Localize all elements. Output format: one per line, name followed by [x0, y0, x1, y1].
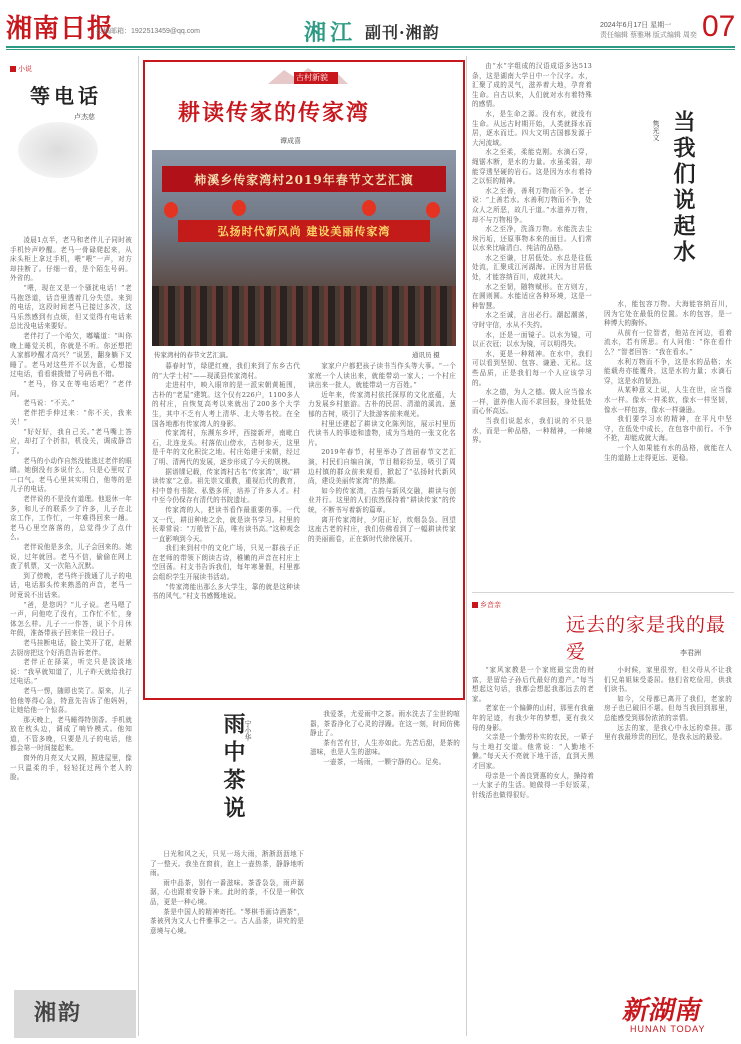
- section-title: 湘江: [304, 20, 357, 46]
- home-essay-tag: [472, 600, 501, 610]
- paragraph: 从某种意义上说，人生在世，应当像水一样。像水一样柔软，像水一样坚韧，像水一样包容，像水一样谦逊。: [604, 386, 732, 414]
- issue-date: 2024年6月17日 星期一: [600, 22, 672, 29]
- home-essay-body-1: [472, 666, 594, 1036]
- water-essay-body-2: [604, 300, 732, 590]
- paragraph: 据谱牒记载，传家湾村古名“传家湾”，取“耕读传家”之意。祖先崇文重教，重视后代的教育，村中曾有书院、私塾多所，培养了许多人才。村中至今仍保存有清代的书院遗址。: [152, 467, 300, 505]
- paragraph: 传家湾的人，把读书看作最重要的事。一代又一代，耕田种地之余，就是读书学习。村里的长辈常说：“万般皆下品，唯有读书高。”这种观念一直影响到今天。: [152, 505, 300, 543]
- paragraph: 水利万物而不争，这是水的品格；水能载舟亦能覆舟，这是水的力量；水滴石穿，这是水的韧劲。: [604, 357, 732, 385]
- paragraph: “家风家教是一个家庭最宝贵的财富，是留给子孙后代最好的遗产。”每当想起这句话，我都会想起我那远去的老家。: [472, 666, 594, 703]
- lantern-icon: [164, 202, 178, 218]
- paragraph: 老伴说他是多余，儿子会回来的。她说，过年就回。老马不信，偷偷在网上查了机票，又一次陷入沉默。: [10, 543, 132, 571]
- paragraph: “喂，现在又是一个骚扰电话！”老马抱怨道，话音里透着几分失望。来到的电话，这段时间老马已接过多次，这马乐然感到有点烦，但又觉得有电话来总比没电话来要好。: [10, 283, 132, 331]
- feature-photo: [152, 150, 456, 346]
- xinhunan-logo: 新湖南: [620, 996, 705, 1026]
- paragraph: 老伴正在择菜，听完只是淡淡地说：“我早就知道了，儿子昨天就给我打过电话。”: [10, 658, 132, 686]
- paragraph: 窗外的月亮又大又圆，照进屋里，像一只温柔的手，轻轻抚过两个老人的脸。: [10, 754, 132, 782]
- tag-square-icon: [472, 602, 478, 608]
- paragraph: 一壶茶，一场雨，一颗宁静的心。足矣。: [323, 757, 446, 766]
- paragraph: 从前有一位智者，他站在河边，看着流水，若有所思。有人问他：“你在看什么？”智者回答：“我在看水。”: [604, 328, 732, 356]
- paragraph: 老马一愣，随即也笑了。原来，儿子怕他等得心急，特意先告诉了他妈妈，让她给他一个惊喜。: [10, 686, 132, 715]
- photo-sign: 弘扬时代新风尚 建设美丽传家湾: [178, 220, 430, 242]
- paragraph: 老马说：“不关。”: [23, 399, 75, 408]
- paragraph: 凌晨1点半，老马和老伴儿子同时被手机铃声吵醒。老马一骨碌爬起来，从床头柜上拿过手机，喂“喂”一声，对方却挂断了。仔细一看，是个陌生号码。外省的。: [10, 236, 132, 283]
- tag-square-icon: [10, 66, 16, 72]
- tea-essay-author: 宁小华: [244, 720, 251, 741]
- paragraph: 由“水”字组成的汉语成语多达513条，这是湖南大学日中一个汉字。水，汇聚了成的灵气，滋养着大地，孕育着生命。自古以来，人们就对水有着特殊的感情。: [472, 62, 592, 109]
- paragraph: 我爱茶，尤爱雨中之茶。雨水洗去了尘世的喧嚣，茶香净化了心灵的浮躁。在这一刻，时间仿佛静止了。: [310, 710, 460, 738]
- paragraph: 远去的家，是我心中永远的牵挂。那里有我最珍贵的回忆，是我永远的最爱。: [604, 723, 732, 742]
- lantern-icon: [362, 200, 376, 216]
- masthead-logo: 湘南日报: [6, 14, 115, 44]
- paragraph: 老马挂断电话，脸上笑开了花，赶紧去厨房把这个好消息告诉老伴。: [10, 638, 132, 657]
- paragraph: 母亲是一个善良贤惠的女人，操持着一大家子的生活。她做得一手好饭菜，针线活也做得很好。: [472, 771, 594, 799]
- lantern-icon: [426, 202, 440, 218]
- paragraph: 水之至韧，随物赋形。在方则方，在圆则圆。水能适应各种环境，这是一种智慧。: [472, 282, 592, 310]
- paragraph: 水之至柔，柔能克刚。水滴石穿，绳锯木断，是水的力量。水虽柔弱，却能穿透坚硬的岩石。这是因为水有着持之以恒的精神。: [472, 148, 592, 186]
- paragraph: 当我们说起水，我们说的不只是水，而是一种品格，一种精神，一种境界。: [472, 416, 592, 445]
- photo-banner: 柿溪乡传家湾村2019年春节文艺汇演: [162, 166, 446, 192]
- paragraph: 家家户户都把孩子读书当作头等大事。“一个家庭一个人读出来，就能带动一家人；一个村庄读出来一批人，就能带动一方百姓。”: [308, 362, 456, 390]
- xiangyu-logo-text: 湘韵: [34, 1000, 83, 1026]
- paragraph: 老伴打了一个哈欠，嘟囔道：“叫你晚上睡觉关机，你就是不听。你还想把人家都吵醒才高兴？”说罢，翻身躺下又睡了。老马对这些并不以为意，心想接过电话，看看谁拨错了号码也不错。: [10, 331, 132, 379]
- column-divider: [466, 56, 467, 1036]
- section-rule: [472, 592, 734, 593]
- paragraph: 我们要学习水的精神，在平凡中坚守，在低处中成长，在包容中前行。不争不抢，却能成就大海。: [604, 415, 732, 443]
- tea-essay-body-1: [150, 850, 304, 1036]
- tea-essay-title: 雨中茶说: [220, 712, 246, 824]
- masthead-rule: [6, 46, 735, 48]
- paragraph: 雨中品茶，别有一番滋味。茶香袅袅，雨声潺潺，心也跟着安静下来。此时的茶，不仅是一种饮品，更是一种心境。: [150, 878, 304, 906]
- lantern-icon: [232, 200, 246, 216]
- paragraph: 茶是中国人的精神寄托。“琴棋书画诗酒茶”，茶被列为文人七件雅事之一。古人品茶，讲究的是意境与心境。: [150, 907, 304, 935]
- paragraph: 老伴说的不是没有道理。他退休一年多，和儿子的联系少了许多，儿子在北京工作，工作忙，一年难得回来一趟。老马心里空落落的，总觉得少了点什么。: [10, 495, 132, 542]
- left-story-tag-label: 小说: [18, 66, 32, 73]
- photo-caption: 传家湾村的春节文艺汇演。: [154, 352, 232, 359]
- paragraph: 茶有苦有甘，人生亦如此。先苦后甜，是茶的滋味，也是人生的滋味。: [310, 738, 460, 757]
- paragraph: 走进村中，映入眼帘的是一派宋朝黄栀围，古朴的“老屋”建筑。这个仅有226户，1100多人的村庄，自恢复高考以来就出了200多个大学生，其中不乏有人考上清华、北大等名校。在全国各地都有传家湾人的身影。: [152, 381, 300, 428]
- editor-line: 责任编辑 蔡雅琳 版式编辑 周奕: [600, 32, 697, 39]
- left-story-title: 等电话: [30, 84, 102, 108]
- section-subtitle: 副刊·湘韵: [365, 23, 440, 42]
- paragraph: “老马，你又在等电话吧？”老伴问。: [10, 379, 132, 398]
- photo-credit: 通讯员 摄: [412, 352, 440, 359]
- paragraph: 村里还建起了耕读文化陈列馆，展示村里历代读书人的事迹和遗物，成为当地的一张文化名片。: [308, 419, 456, 447]
- feature-badge-label: 古村新貌: [296, 73, 328, 82]
- paragraph: “传家湾能出那么多大学生，靠的就是这种读书的风气。”村支书感慨地说。: [152, 582, 300, 601]
- left-story-illustration: [18, 122, 98, 178]
- water-essay-title: 当我们说起水: [670, 110, 696, 266]
- paragraph: 水之德，为人之德。做人应当像水一样，滋养他人而不求回报，身处低处而心怀高远。: [472, 388, 592, 416]
- xiangyu-logo: [14, 990, 136, 1038]
- paragraph: 如今的传家湾，古韵与新风交融，耕读与创业并行。这里的人们依然保持着“耕读传家”的传统，不断书写着新的篇章。: [308, 486, 456, 514]
- xinhunan-logo-sub: HUNAN TODAY: [630, 1024, 706, 1034]
- left-story-author: 卢杰慈: [74, 114, 95, 121]
- paragraph: 我们来到村中的文化广场，只见一群孩子正在老师的带领下朗读古诗，稚嫩的声音在村庄上空回荡。村支书告诉我们，每年寒暑假，村里都会组织学生开展读书活动。: [152, 544, 300, 582]
- paragraph: 近年来，传家湾村依托深厚的文化底蕴，大力发展乡村旅游。古朴的民居、清澈的溪流、葱郁的古树，吸引了大批游客前来观光。: [308, 390, 456, 418]
- paragraph: 老家在一个偏僻的山村，那里有我童年的足迹，有我少年的梦想，更有我父母的身影。: [472, 704, 594, 732]
- paragraph: 一个人如果能有水的品格，就能在人生的道路上走得更远、更稳。: [604, 443, 732, 462]
- paragraph: 2019年春节，村里举办了首届春节文艺汇演，村民们自编自演，节目精彩纷呈，吸引了周边村镇的群众前来观看，掀起了“弘扬时代新风尚，建设美丽传家湾”的热潮。: [308, 448, 456, 486]
- paragraph: 水之至善，善利万物而不争。老子说：“上善若水。水善利万物而不争，处众人之所恶，故几于道。”水滋养万物，却不与万物相争。: [472, 186, 592, 224]
- left-story-body: [10, 236, 132, 976]
- water-essay-body-1: [472, 62, 592, 582]
- paragraph: 老伴把手伸过来：“你不关，我来关！”: [10, 408, 132, 427]
- paragraph: 暮春时节，绿肥红瘦，我们来到了东乡古代的“大学士村”——现溪县传家湾村。: [152, 362, 300, 380]
- feature-body-left: [152, 362, 300, 694]
- page-number: 07: [702, 10, 736, 43]
- home-essay-author: 李君洲: [680, 650, 701, 657]
- water-essay-author: 隽光文: [652, 120, 659, 141]
- photo-crowd: [152, 286, 456, 346]
- paragraph: 父亲是一个勤劳朴实的农民，一辈子与土地打交道。他常说：“人勤地不懒。”每天天不亮就下地干活，直到天黑才回家。: [472, 733, 594, 770]
- tea-essay-body-2: [310, 710, 460, 1036]
- paragraph: 水之至谦，甘居低处。水总是往低处流，汇聚成江河湖海。正因为甘居低处，才能容纳百川，成就其大。: [472, 253, 592, 282]
- home-essay-body-2: [604, 666, 732, 986]
- paragraph: 日光和风之天，只见一场大雨，淅淅沥沥地下了一整天。我坐在窗前，泡上一壶热茶，静静地听雨。: [150, 850, 304, 878]
- column-divider: [138, 56, 139, 1036]
- paragraph: 水之至净，洗涤万物。水能洗去尘埃污垢，还原事物本来的面目。人们常以水来比喻清白、纯洁的品格。: [472, 225, 592, 253]
- paragraph: 那天晚上，老马睡得特别香。手机就放在枕头边，调成了响铃模式。他知道，不管多晚，只要是儿子的电话，他都会第一时间接起来。: [10, 715, 132, 753]
- masthead-email: 投稿邮箱：1922513459@qq.com: [96, 28, 200, 35]
- masthead-rule-thin: [6, 49, 735, 50]
- paragraph: 老马的小动作自然没能逃过老伴的眼睛。她倒没有多说什么，只是心里叹了一口气。老马心里其实明白，他等的是儿子的电话。: [10, 456, 132, 494]
- paragraph: 水，能包容万物。大海能容纳百川，因为它处在最低的位置。水的包容，是一种博大的胸怀。: [604, 300, 732, 328]
- paragraph: 水，更是一种精神。在水中，我们可以看到坚韧、包容、谦逊、无私。这些品质，正是我们每一个人应该学习的。: [472, 349, 592, 387]
- paragraph: 如今，父母都已离开了我们，老家的房子也已破旧不堪。但每当我回到那里，总能感受到那份浓浓的亲情。: [604, 694, 732, 722]
- paragraph: 水，是生命之源。没有水，就没有生命。从远古时期开始，人类就择水而居，逐水而迁。四大文明古国都发源于大河流域。: [472, 109, 592, 147]
- paragraph: 水，还是一面镜子。以水为镜，可以正衣冠；以水为镜，可以明得失。: [472, 330, 592, 349]
- paragraph: “好好好，我自己关。”老马嘴上答应，却打了个折扣，机没关，调成静音了。: [10, 427, 132, 456]
- paragraph: 水之至诚，言出必行。潮起潮落，守时守信，水从不失约。: [472, 311, 592, 330]
- feature-title: 耕读传家的传家湾: [178, 100, 371, 126]
- paragraph: 离开传家湾时，夕阳正好，炊烟袅袅。回望这座古老的村庄，我们仿佛看到了一幅耕读传家的美丽画卷，正在新时代徐徐展开。: [308, 515, 456, 543]
- paragraph: 传家湾村，东濒东乡坪，西接新坪，南毗白石，北连龙头。村落依山傍水，古树参天，这里是千年的文化积淀之地。村庄始建于宋朝，经过了明、清两代的发展，逐步形成了今天的规模。: [152, 429, 300, 466]
- feature-body-right: [308, 362, 456, 694]
- paragraph: 小时候，家里很穷，但父母从不让我们兄弟姐妹受委屈。他们省吃俭用，供我们读书。: [604, 666, 732, 694]
- left-story-tag: [10, 64, 32, 74]
- paragraph: “爸，是您吗？”儿子说。老马嗯了一声，问他吃了没有，工作忙不忙，身体怎么样。儿子一一作答，说下个月休年假，准备带孩子回来住一段日子。: [10, 600, 132, 638]
- home-essay-title: 远去的家是我的最爱: [566, 614, 727, 663]
- feature-author: 谭成喜: [280, 138, 301, 145]
- home-essay-tag-label: 乡音亲: [480, 602, 501, 609]
- paragraph: 到了傍晚，老马终于拨通了儿子的电话，电话那头传来熟悉的声音，老马一时竟说不出话来。: [10, 571, 132, 599]
